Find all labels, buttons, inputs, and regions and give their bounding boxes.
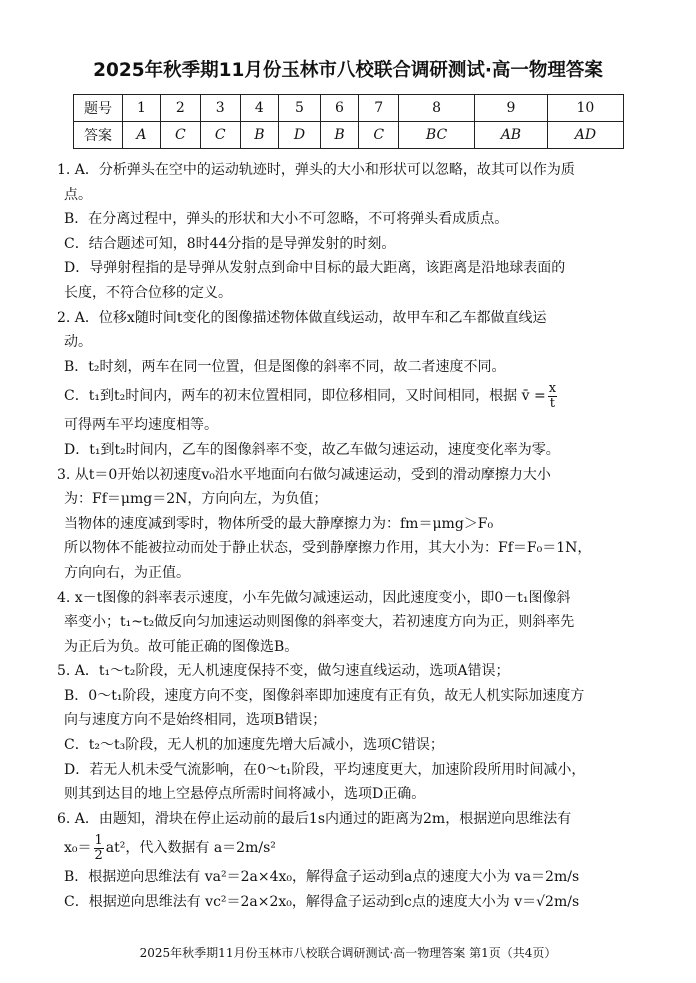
question-number: 6 bbox=[320, 95, 358, 122]
text-line: C．t₂～t₃阶段，无人机的加速度先增大后减小，选项C错误； bbox=[64, 737, 444, 754]
answer-row bbox=[74, 122, 624, 149]
text-segment: at²，代入数据有 a＝2m/s² bbox=[105, 840, 276, 857]
answer-cell: D bbox=[279, 122, 321, 149]
text-line: C．根据逆向思维法有 vc²＝2a×2x₀，解得盒子运动到c点的速度大小为 v＝√2m/s bbox=[64, 894, 580, 911]
text-line: 当物体的速度减到零时，物体所受的最大静摩擦力为：fm＝μmg＞F₀ bbox=[64, 515, 494, 532]
text-line: D．若无人机未受气流影响，在0～t₁阶段，平均速度更大，加速阶段所用时间减小， bbox=[64, 761, 586, 778]
answer-cell: B bbox=[240, 122, 278, 149]
page-title: 2025年秋季期11月份玉林市八校联合调研测试·高一物理答案 bbox=[93, 60, 603, 81]
fraction-numerator: 1 bbox=[94, 832, 103, 848]
text-line: 可得两车平均速度相等。 bbox=[64, 417, 218, 434]
answer-cell: A bbox=[123, 122, 161, 149]
page-footer: 2025年秋季期11月份玉林市八校联合调研测试·高一物理答案 第1页（共4页） bbox=[139, 946, 557, 960]
answer-cell: C bbox=[200, 122, 240, 149]
text-line: 5. A．t₁～t₂阶段，无人机速度保持不变，做匀速直线运动，选项A错误； bbox=[57, 663, 510, 680]
text-line-with-fraction bbox=[57, 379, 642, 413]
text-line: 为：Ff＝μmg＝2N，方向向左，为负值； bbox=[64, 491, 328, 508]
text-line: 率变小；t₁~t₂做反向匀加速运动则图像的斜率变大，若初速度方向为正，则斜率先 bbox=[64, 614, 575, 631]
text-line: D．t₁到t₂时间内，乙车的图像斜率不变，故乙车做匀速运动，速度变化率为零。 bbox=[64, 441, 560, 458]
text-line: B．在分离过程中，弹头的形状和大小不可忽略，不可将弹头看成质点。 bbox=[64, 211, 509, 228]
text-line: C．结合题述可知，8时44分指的是导弹发射的时刻。 bbox=[64, 235, 396, 252]
fraction-x-over-t bbox=[548, 382, 557, 411]
text-line: 4. x－t图像的斜率表示速度，小车先做匀减速运动，因此速度变小，即0－t₁图像斜 bbox=[57, 589, 571, 606]
row-header: 题号 bbox=[74, 95, 123, 122]
fraction-one-half bbox=[94, 834, 104, 863]
text-segment: x₀＝ bbox=[64, 840, 92, 857]
answer-cell: AB bbox=[474, 122, 547, 149]
question-number: 2 bbox=[160, 95, 200, 122]
answer-cell: C bbox=[359, 122, 399, 149]
question-number: 1 bbox=[123, 95, 161, 122]
text-line: 6. A．由题知，滑块在停止运动前的最后1s内通过的距离为2m，根据逆向思维法有 bbox=[57, 810, 572, 827]
fraction-numerator: x bbox=[548, 380, 557, 396]
text-line: 方向向右，为正值。 bbox=[64, 564, 190, 581]
text-line: 为正后为负。故可能正确的图像选B。 bbox=[64, 638, 299, 655]
answer-cell: B bbox=[320, 122, 358, 149]
question-number: 8 bbox=[399, 95, 475, 122]
row-header: 答案 bbox=[74, 122, 123, 149]
text-line: 则其到达目的地上空悬停点所需时间将减小，选项D正确。 bbox=[64, 786, 426, 803]
text-line: 所以物体不能被拉动而处于静止状态，受到静摩擦力作用，其大小为：Ff＝F₀＝1N， bbox=[64, 540, 592, 557]
fraction-denominator: t bbox=[549, 395, 556, 411]
question-number: 3 bbox=[200, 95, 240, 122]
text-line: 点。 bbox=[64, 186, 92, 203]
text-line: B．0～t₁阶段，速度方向不变，图像斜率即加速度有正有负，故无人机实际加速度方 bbox=[64, 687, 585, 704]
question-number-row bbox=[74, 95, 624, 122]
answer-cell: BC bbox=[399, 122, 475, 149]
text-line: B．根据逆向思维法有 va²＝2a×4x₀，解得盒子运动到a点的速度大小为 va＝2m/s bbox=[64, 869, 580, 886]
question-number: 4 bbox=[240, 95, 278, 122]
text-segment: C．t₁到t₂时间内，两车的初末位置相同，即位移相同，又时间相同，根据 v̄ = bbox=[64, 388, 546, 405]
text-line: 1. A．分析弹头在空中的运动轨迹时，弹头的大小和形状可以忽略，故其可以作为质 bbox=[57, 162, 575, 178]
text-line: 长度，不符合位移的定义。 bbox=[64, 284, 232, 301]
answer-cell: C bbox=[160, 122, 200, 149]
answer-key-table bbox=[73, 94, 624, 149]
fraction-denominator: 2 bbox=[94, 847, 103, 863]
text-line: D．导弹射程指的是导弹从发射点到命中目标的最大距离，该距离是沿地球表面的 bbox=[64, 260, 566, 277]
question-number: 9 bbox=[474, 95, 547, 122]
question-number: 7 bbox=[359, 95, 399, 122]
question-number: 5 bbox=[279, 95, 321, 122]
question-number: 10 bbox=[547, 95, 623, 122]
text-line: 向与速度方向不是始终相同，选项B错误； bbox=[64, 712, 327, 729]
answer-cell: AD bbox=[547, 122, 623, 149]
text-line: 3. 从t＝0开始以初速度v₀沿水平地面向右做匀减速运动，受到的滑动摩擦力大小 bbox=[57, 466, 551, 483]
text-line-with-fraction bbox=[57, 831, 642, 865]
text-line: B．t₂时刻，两车在同一位置，但是图像的斜率不同，故二者速度不同。 bbox=[64, 358, 506, 375]
text-line: 2. A．位移x随时间t变化的图像描述物体做直线运动，故甲车和乙车都做直线运 bbox=[57, 309, 547, 326]
text-line: 动。 bbox=[64, 334, 92, 351]
solution-text bbox=[57, 158, 642, 915]
